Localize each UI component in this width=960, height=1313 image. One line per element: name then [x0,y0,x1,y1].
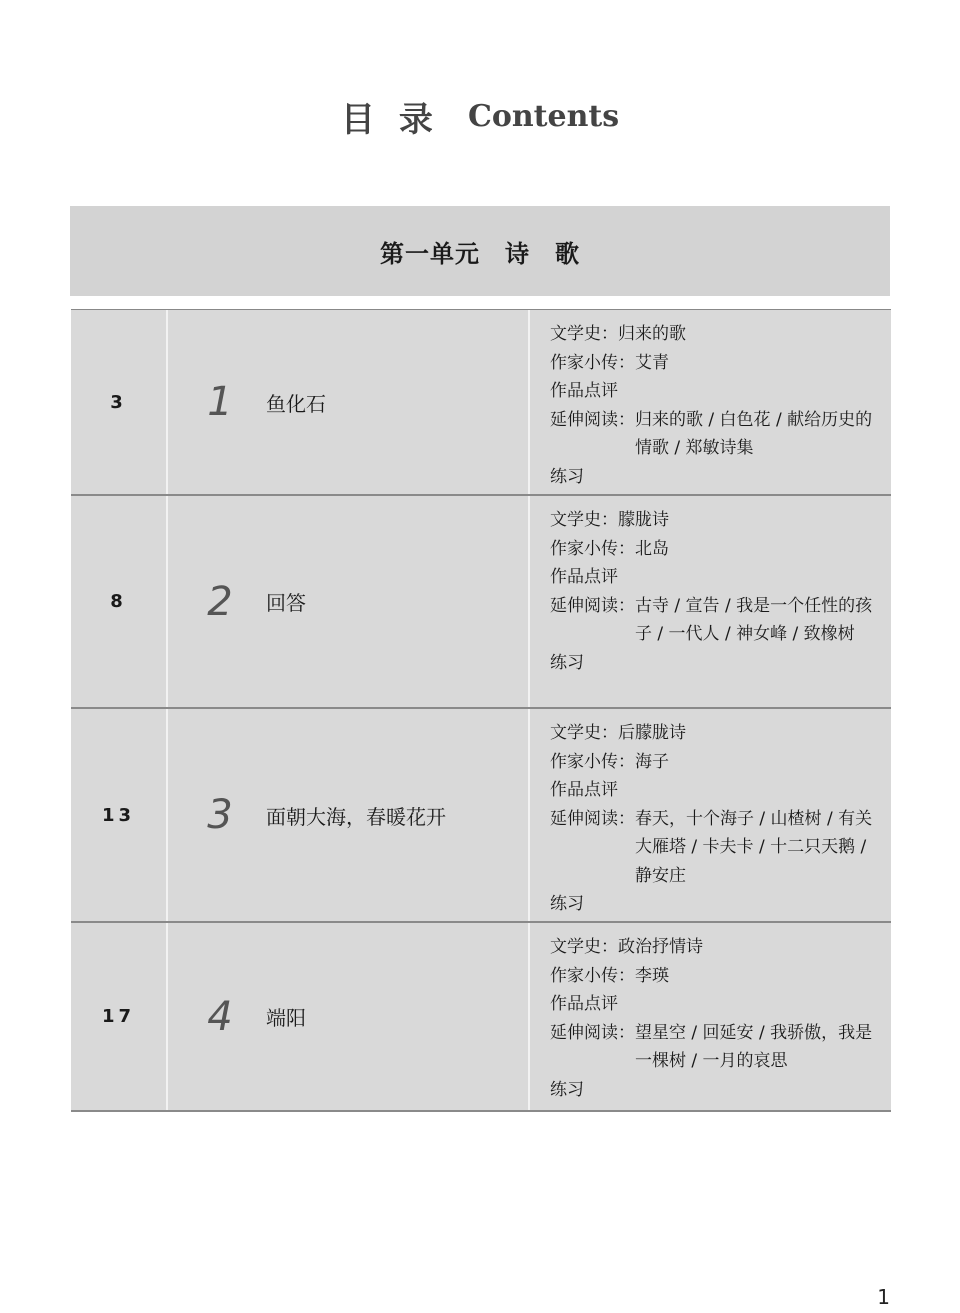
lesson-item[interactable] [550,933,883,962]
lesson-item[interactable] [550,463,883,492]
lesson-name[interactable]: 鱼化石 [266,391,326,416]
lesson-item[interactable] [550,890,883,919]
item-value: 李瑛 [635,965,669,986]
item-value: 春天，十个海子 / 山楂树 / 有关大雁塔 / 卡夫卡 / 十二只天鹅 / 静安庄 [635,808,873,886]
toc-table [71,309,891,1112]
lesson-items [528,923,891,1110]
item-label: 文学史： [550,937,618,957]
lesson-items [528,709,891,921]
lesson-item[interactable] [550,563,883,592]
toc-row[interactable] [71,709,891,923]
lesson-items [528,310,891,494]
item-label: 作家小传： [550,751,635,772]
item-label: 作家小传： [550,965,635,986]
item-label: 文学史： [550,324,618,344]
lesson-item[interactable] [550,990,883,1019]
item-value: 古寺 / 宣告 / 我是一个任性的孩子 / 一代人 / 神女峰 / 致橡树 [635,595,873,644]
lesson-name[interactable]: 回答 [266,591,306,615]
lesson-item[interactable] [550,805,883,891]
lesson-item[interactable] [550,1076,883,1105]
item-label: 作家小传： [550,538,635,559]
item-label: 练习 [550,1079,584,1100]
item-label: 延伸阅读： [550,595,635,616]
lesson-item[interactable] [550,349,883,378]
item-label: 延伸阅读： [550,1022,635,1043]
lesson-item[interactable] [550,406,883,463]
lesson-number: 1 [207,379,233,425]
item-label: 作品点评 [550,567,618,587]
lesson-item[interactable] [550,962,883,991]
item-value: 朦胧诗 [618,510,669,530]
item-label: 延伸阅读： [550,409,635,430]
lesson-title-cell [166,709,528,921]
item-label: 练习 [550,652,584,673]
page-title [0,92,960,141]
item-label: 作品点评 [550,780,618,800]
item-value: 海子 [635,751,669,772]
lesson-item[interactable] [550,1019,883,1076]
lesson-item[interactable] [550,535,883,564]
item-label: 练习 [550,466,584,487]
item-value: 政治抒情诗 [618,937,703,957]
lesson-items [528,496,891,707]
lesson-page-number: 8 [110,591,127,612]
item-label: 练习 [550,894,584,914]
lesson-title-cell [166,310,528,494]
toc-row[interactable] [71,310,891,496]
item-value: 后朦胧诗 [618,723,686,743]
toc-row[interactable] [71,923,891,1112]
title-chinese: 目录 [340,100,457,140]
lesson-name[interactable]: 端阳 [266,1006,306,1030]
unit-header [70,206,890,296]
item-label: 作家小传： [550,352,635,373]
item-label: 文学史： [550,510,618,530]
lesson-item[interactable] [550,719,883,748]
lesson-title-cell [166,496,528,707]
lesson-page-number: 17 [101,1006,136,1027]
lesson-item[interactable] [550,748,883,777]
item-value: 归来的歌 [618,324,686,344]
item-label: 作品点评 [550,994,618,1014]
lesson-page-number: 13 [101,804,136,826]
lesson-item[interactable] [550,377,883,406]
item-value: 艾青 [635,352,669,373]
lesson-item[interactable] [550,592,883,649]
page-number: 1 [877,1285,890,1309]
item-value: 北岛 [635,538,669,559]
lesson-item[interactable] [550,776,883,805]
lesson-item[interactable] [550,649,883,678]
lesson-number: 4 [207,993,233,1040]
lesson-item[interactable] [550,506,883,535]
lesson-page-number: 3 [110,391,127,413]
item-value: 望星空 / 回延安 / 我骄傲，我是一棵树 / 一月的哀思 [635,1022,873,1071]
item-label: 延伸阅读： [550,808,635,829]
lesson-number: 2 [207,578,233,625]
unit-title: 第一单元 诗 歌 [380,239,580,268]
lesson-title-cell [166,923,528,1110]
item-value: 归来的歌 / 白色花 / 献给历史的情歌 / 郑敏诗集 [635,409,873,458]
item-label: 作品点评 [550,381,618,401]
lesson-number: 3 [207,792,233,838]
lesson-name[interactable]: 面朝大海，春暖花开 [266,804,446,829]
toc-row[interactable] [71,496,891,709]
item-label: 文学史： [550,723,618,743]
lesson-item[interactable] [550,320,883,349]
title-english: Contents [467,99,620,134]
